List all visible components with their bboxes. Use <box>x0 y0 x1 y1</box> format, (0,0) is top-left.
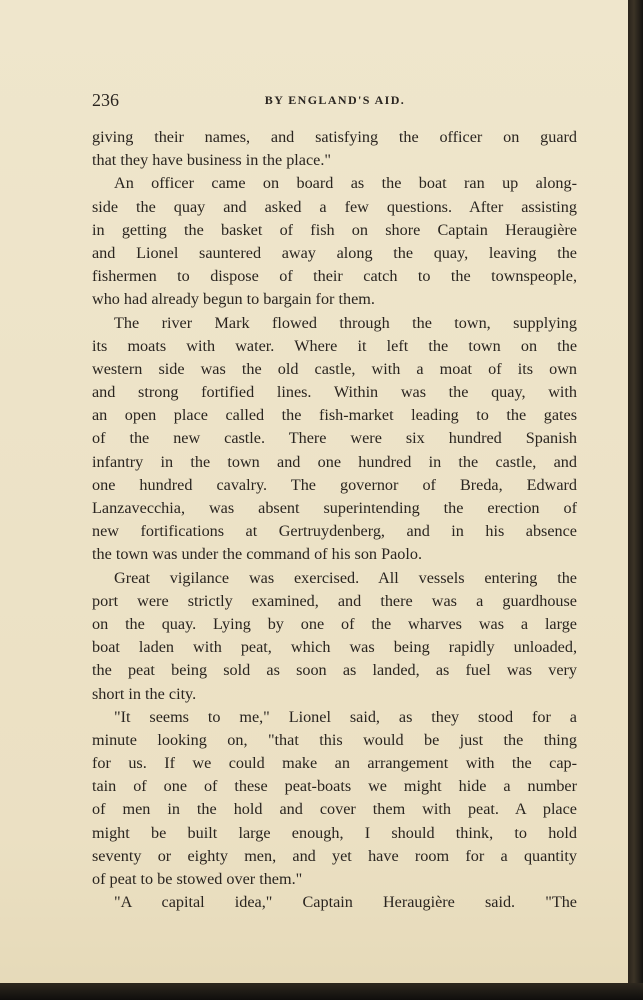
running-title: BY ENGLAND'S AID. <box>264 93 406 107</box>
text-line: Lanzavecchia, was absent superintending the erection of <box>92 499 577 517</box>
text-line: who had already begun to bargain for them. <box>92 290 375 309</box>
text-line: that they have business in the place." <box>92 151 332 170</box>
page-number: 236 <box>92 90 119 110</box>
body-text <box>92 126 577 914</box>
text-line: short in the city. <box>92 684 197 703</box>
text-line: and strong fortified lines. Within was the quay, with <box>92 383 577 402</box>
text-line: for us. If we could make an arrangement with the cap- <box>92 754 577 773</box>
text-line: might be built large enough, I should think, to hold <box>92 823 577 842</box>
text-line: The river Mark flowed through the town, supplying <box>114 313 577 332</box>
text-line: seventy or eighty men, and yet have room for a quantity <box>92 846 577 865</box>
text-line: and Lionel sauntered away along the quay, leaving the <box>92 243 577 262</box>
text-line: tain of one of these peat-boats we might hide a number <box>92 777 577 796</box>
text-line: of men in the hold and cover them with peat. A place <box>92 800 577 819</box>
text-line: the peat being sold as soon as landed, as fuel was very <box>92 661 577 680</box>
text-line: infantry in the town and one hundred in the castle, and <box>92 452 577 471</box>
text-line: its moats with water. Where it left the town on the <box>92 336 577 355</box>
text-line: fishermen to dispose of their catch to the townspeople, <box>92 267 577 286</box>
running-head <box>92 88 578 114</box>
text-line: an open place called the fish-market leading to the gates <box>92 406 577 425</box>
text-line: of peat to be stowed over them." <box>92 870 303 888</box>
text-line: on the quay. Lying by one of the wharves was a large <box>92 614 577 633</box>
text-line: "A capital idea," Captain Heraugière said. "The <box>114 893 577 912</box>
text-line: "It seems to me," Lionel said, as they stood for a <box>114 707 577 726</box>
text-line: boat laden with peat, which was being rapidly unloaded, <box>92 638 577 657</box>
text-line: of the new castle. There were six hundred Spanish <box>92 429 577 448</box>
text-line: giving their names, and satisfying the officer on guard <box>92 128 577 146</box>
book-spine-edge <box>628 0 643 1000</box>
text-line: side the quay and asked a few questions. After assisting <box>92 197 577 216</box>
text-line: port were strictly examined, and there was a guardhouse <box>92 591 577 610</box>
text-line: in getting the basket of fish on shore Captain Heraugière <box>92 220 577 239</box>
text-line: new fortifications at Gertruydenberg, and in his absence <box>92 522 577 541</box>
page-bottom-edge <box>0 983 643 1000</box>
text-line: one hundred cavalry. The governor of Breda, Edward <box>92 475 577 494</box>
text-line: western side was the old castle, with a moat of its own <box>92 359 577 378</box>
text-line: An officer came on board as the boat ran up along- <box>114 174 577 193</box>
text-line: the town was under the command of his son Paolo. <box>92 545 422 564</box>
text-line: Great vigilance was exercised. All vessels entering the <box>114 568 577 587</box>
text-line: minute looking on, "that this would be just the thing <box>92 730 577 749</box>
